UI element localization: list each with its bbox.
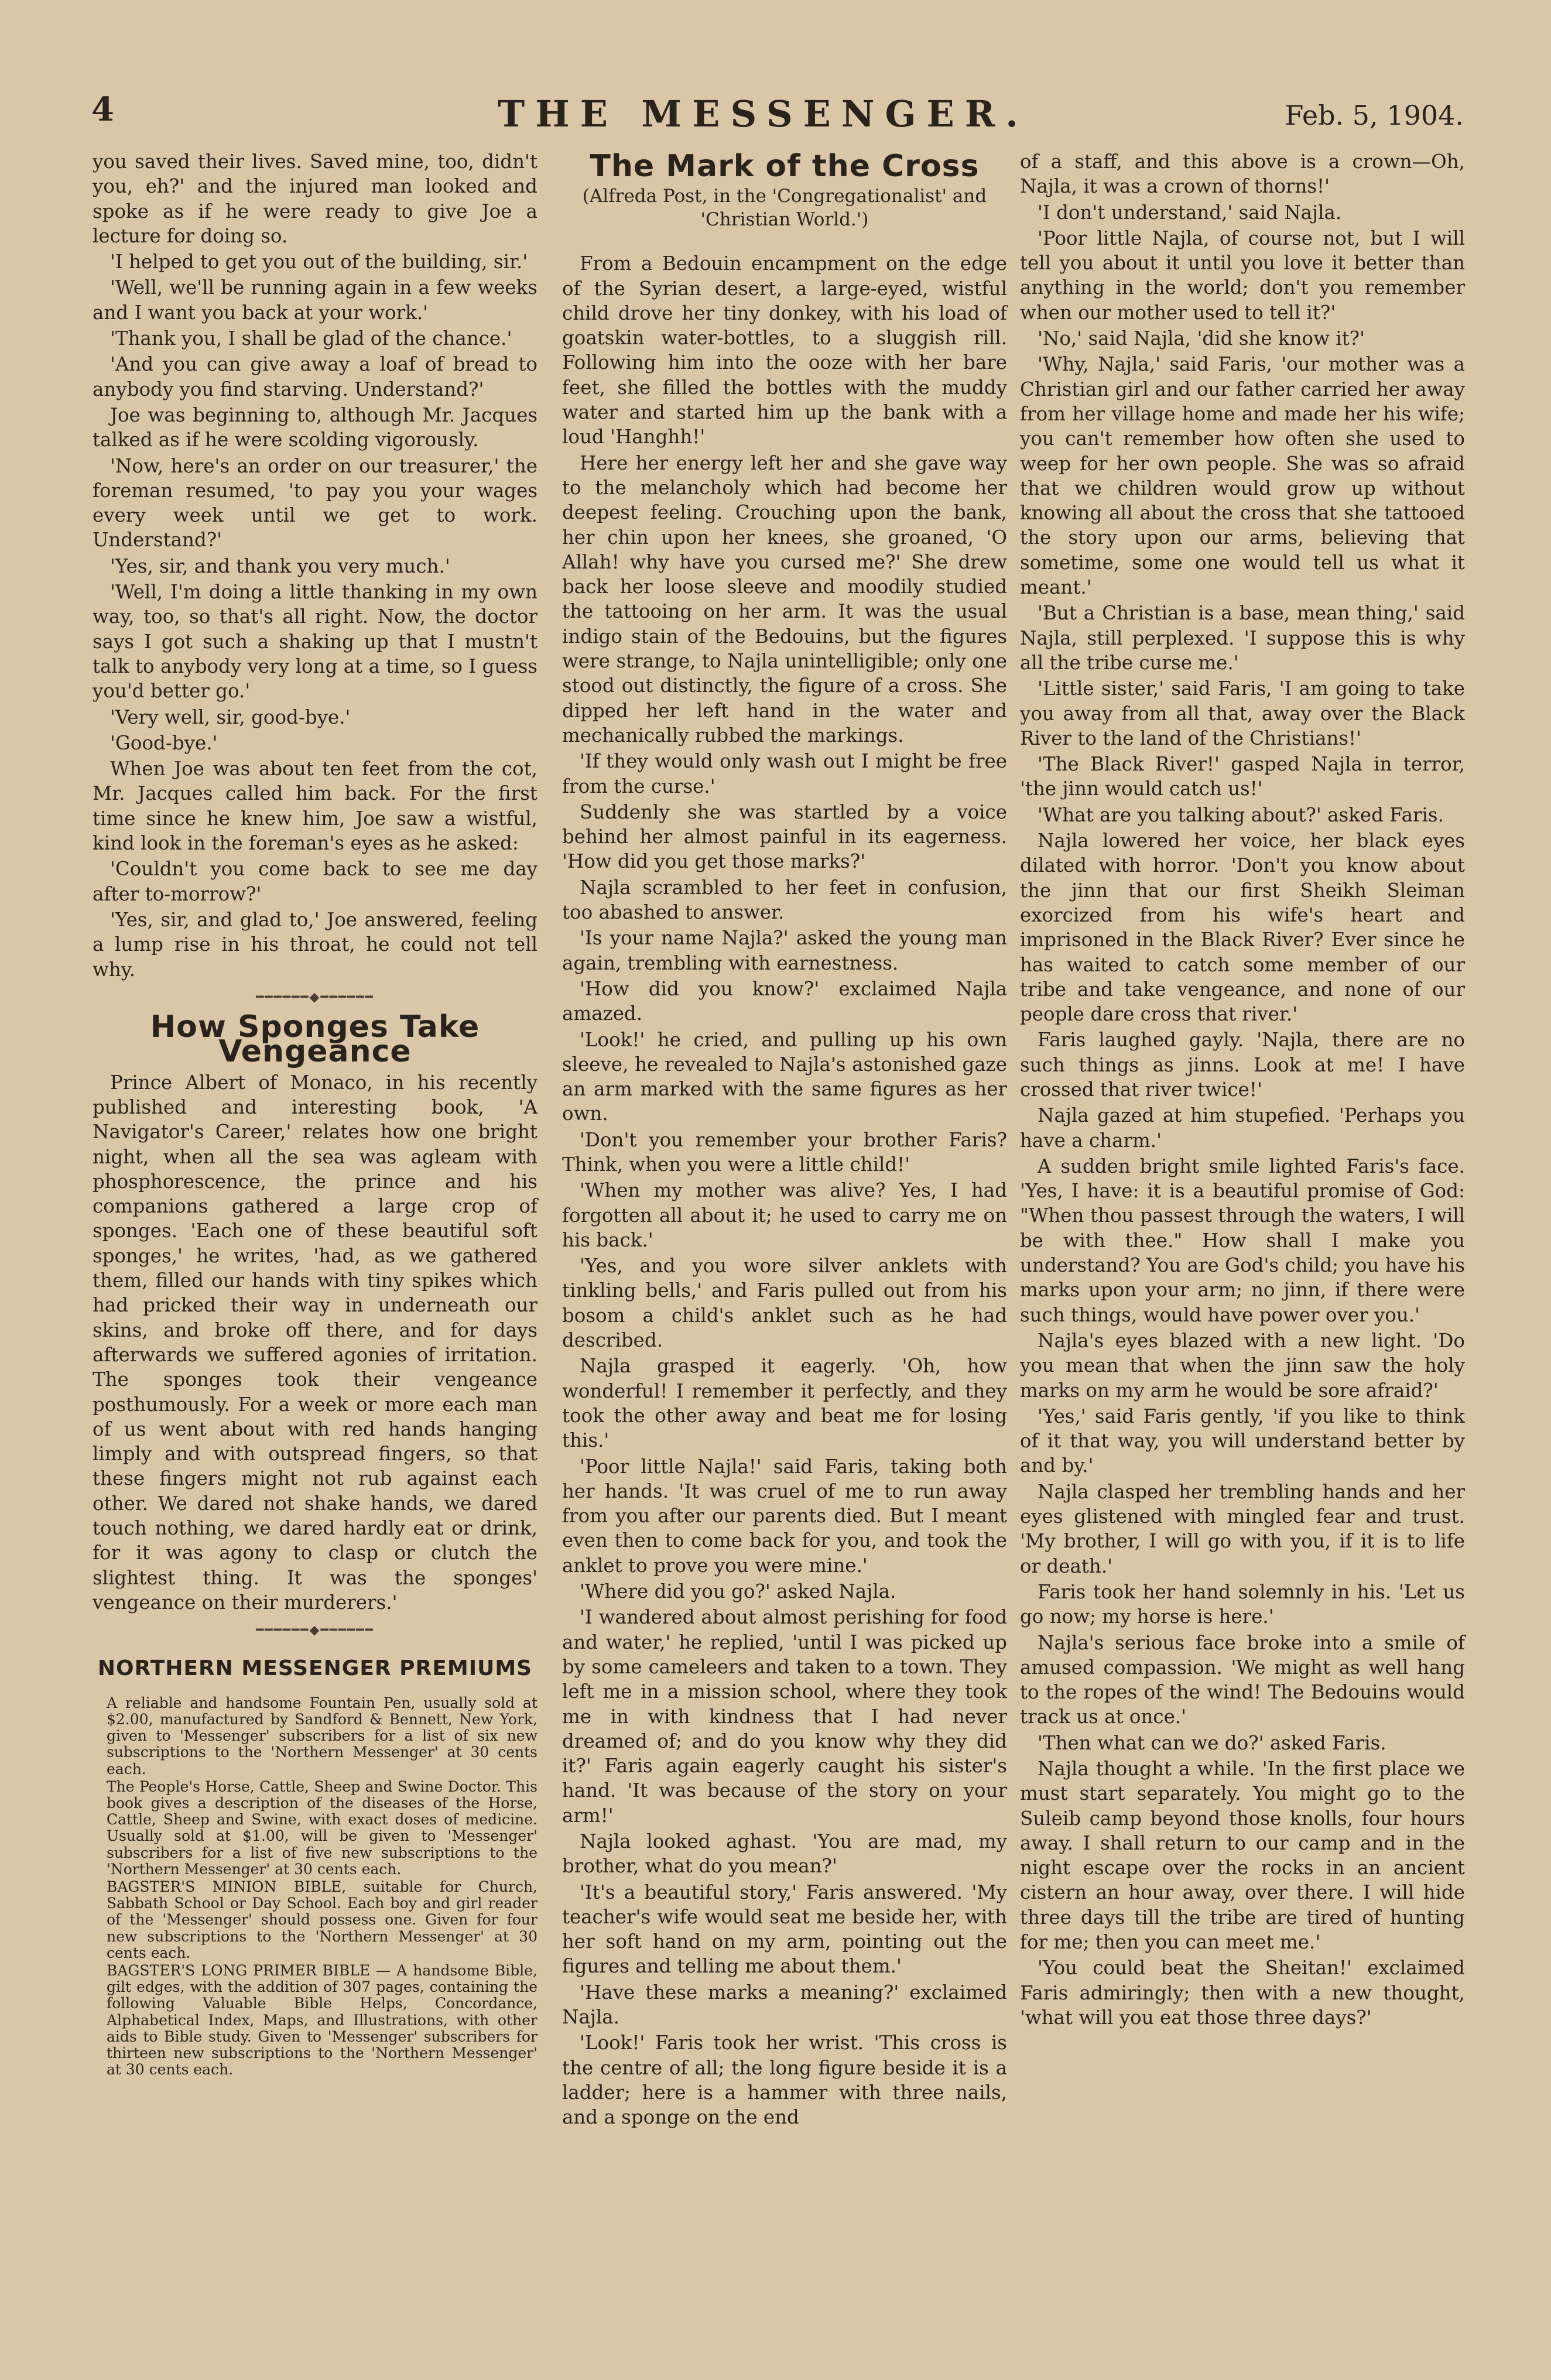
article-title-sponges: How Sponges Take Vengeance <box>150 1009 480 1070</box>
paragraph: Najla gazed at him stupefied. 'Perhaps you have a charm.' <box>1020 1104 1465 1152</box>
paragraph: 'Yes, sir, and thank you very much.' <box>110 554 450 577</box>
paragraph: Najla's eyes blazed with a new light. 'Do you mean that when the jinn saw the holy marks on my arm he would be sore afraid?' <box>1020 1329 1465 1402</box>
paragraph: A sudden bright smile lighted Faris's face. 'Yes, I have: it is a beautiful promise of God: "When thou passest through the waters, I will be with thee." How shall I make you understand? You are God's child; you have his marks upon your arm; no jinn, if there were such things, would have power over you.' <box>1020 1155 1465 1326</box>
paragraph: 'I don't understand,' said Najla. <box>1038 201 1342 224</box>
paragraph: 'Don't you remember your brother Faris? Think, when you were a little child!' <box>562 1128 1007 1176</box>
premium-item: BAGSTER'S LONG PRIMER BIBLE — A handsome Bible, gilt edges, with the addition of 307 pages, containing the following Valuable Bible Helps, Concordance, Alphabetical Index, Maps, and Illustrations, with other aids to Bible study. Given to 'Messenger' subscribers for thirteen new subscriptions to the 'Northern Messenger' at 30 cents each. <box>107 1962 537 2078</box>
paragraph: When Joe was about ten feet from the cot, Mr. Jacques called him back. For the first time since he knew him, Joe saw a wistful, kind look in the foreman's eyes as he asked: <box>93 758 537 855</box>
column-3 <box>1020 149 1465 2031</box>
paragraph: 'Then what can we do?' asked Faris. <box>1038 1731 1386 1754</box>
paragraph: 'It's a beautiful story,' Faris answered. 'My teacher's wife would seat me beside her, with her soft hand on my arm, pointing out the figures and telling me about them.' <box>562 1881 1007 1978</box>
paragraph: 'Very well, sir, good-bye.' <box>110 706 351 728</box>
paragraph: 'Good-bye.' <box>110 731 218 754</box>
paragraph: 'I wandered about almost perishing for food and water,' he replied, 'until I was picked up by some cameleers and taken to a town. They left me in a mission school, where they took me in with kindness that I had never dreamed of; and do you know why they did it?' Faris again eagerly caught his sister's hand. 'It was because of the story on your arm!' <box>562 1606 1007 1827</box>
paragraph: 'How did you know?' exclaimed Najla amazed. <box>562 977 1007 1025</box>
paragraph: 'Look!' he cried, and pulling up his own sleeve, he revealed to Najla's astonished gaze an arm marked with the same figures as her own. <box>562 1028 1007 1125</box>
page-number: 4 <box>91 90 114 129</box>
paragraph: 'Yes, and you wore silver anklets with tinkling bells,' and Faris pulled out from his bosom a child's anklet such as he had described. <box>562 1255 1007 1352</box>
paragraph: Faris took her hand solemnly in his. 'Let us go now; my horse is here.' <box>1020 1580 1465 1628</box>
paragraph: 'What are you talking about?' asked Faris. <box>1038 803 1444 826</box>
paragraph: 'When my mother was alive? Yes, I had forgotten all about it; he used to carry me on his back.' <box>562 1179 1007 1251</box>
column-1 <box>93 149 537 2079</box>
ornament-divider: ━━━━━━◆━━━━━━ <box>256 1623 374 1638</box>
paragraph: 'Poor little Najla!' said Faris, taking both her hands. 'It was cruel of me to run away from you after our parents died. But I meant even then to come back for you, and took the anklet to prove you were mine.' <box>562 1455 1007 1577</box>
ornament-divider: ━━━━━━◆━━━━━━ <box>256 989 374 1005</box>
paragraph: 'Why, Najla,' said Faris, 'our mother was a Christian girl and our father carried her away from her village home and made her his wife; you can't remember how often she used to weep for her own people. She was so afraid that we children would grow up without knowing all about the cross that she tattooed the story upon our arms, believing that sometime, some one would tell us what it meant.' <box>1020 353 1465 599</box>
paragraph: 'I helped to get you out of the building, sir.' <box>110 251 528 273</box>
paragraph: Faris laughed gayly. 'Najla, there are no such things as jinns. Look at me! I have crossed that river twice!' <box>1020 1029 1465 1101</box>
paragraph: From a Bedouin encampment on the edge of the Syrian desert, a large-eyed, wistful child drove her tiny donkey, with his load of goatskin water-bottles, to a sluggish rill. Following him into the ooze with her bare feet, she filled the bottles with the muddy water and started him up the bank with a loud 'Hanghh!' <box>562 252 1007 448</box>
premium-item: The People's Horse, Cattle, Sheep and Swine Doctor. This book gives a description of the diseases of the Horse, Cattle, Sheep and Swine, with exact doses of medicine. Usually sold at $1.00, will be given to 'Messenger' subscribers for a list of five new subscriptions to the 'Northern Messenger' at 30 cents each. <box>107 1778 537 1878</box>
paragraph: you saved their lives. Saved mine, too, didn't you, eh?' and the injured man looked and spoke as if he were ready to give Joe a lecture for doing so. <box>93 150 537 247</box>
premium-item: BAGSTER'S MINION BIBLE, suitable for Church, Sabbath School or Day School. Each boy and girl reader of the 'Messenger' should possess one. Given for four new subscriptions to the 'Northern Messenger' at 30 cents each. <box>107 1878 537 1961</box>
paragraph: 'Couldn't you come back to see me day after to-morrow?' <box>93 858 537 905</box>
paragraph: Joe was beginning to, although Mr. Jacques talked as if he were scolding vigorously. <box>93 403 537 451</box>
column-2 <box>562 149 1007 2131</box>
paragraph: 'The Black River!' gasped Najla in terror, 'the jinn would catch us!' <box>1020 753 1465 800</box>
paragraph: Najla clasped her trembling hands and her eyes glistened with mingled fear and trust. 'My brother, I will go with you, if it is to life or death.' <box>1020 1480 1465 1577</box>
paragraph: Najla thought a while. 'In the first place we must start separately. You might go to the Suleib camp beyond those knolls, four hours away. I shall return to our camp and in the night escape over the rocks in an ancient cistern an hour away, over there. I will hide three days till the tribe are tired of hunting for me; then you can meet me.' <box>1020 1758 1465 1954</box>
paragraph: 'Where did you go?' asked Najla. <box>580 1580 896 1603</box>
premium-item: A reliable and handsome Fountain Pen, usually sold at $2.00, manufactured by Sandford & Bennett, New York, given to 'Messenger' subscribers for a list of six new subscriptions to the 'Northern Messenger' at 30 cents each. <box>107 1694 537 1778</box>
paragraph: 'Yes,' said Faris gently, 'if you like to think of it that way, you will understand better by and by.' <box>1020 1405 1465 1477</box>
article-credit: (Alfreda Post, in the 'Congregationalist' and 'Christian World.') <box>582 186 987 231</box>
paragraph: 'Little sister,' said Faris, 'I am going to take you away from all that, away over the Black River to the land of the Christians!' <box>1020 677 1465 749</box>
paragraph: 'Well, we'll be running again in a few weeks and I want you back at your work.' <box>93 276 537 324</box>
paragraph: Najla grasped it eagerly. 'Oh, how wonderful! I remember it perfectly, and they took the other away and beat me for losing this.' <box>562 1355 1007 1452</box>
paragraph: 'Now, here's an order on our treasurer,' the foreman resumed, 'to pay you your wages every week until we get to work. Understand?' <box>93 454 537 552</box>
paragraph: Here her energy left her and she gave way to the melancholy which had become her deepest feeling. Crouching upon the bank, her chin upon her knees, she groaned, 'O Allah! why have you cursed me?' She drew back her loose sleeve and moodily studied the tattooing on her arm. It was the usual indigo stain of the Bedouins, but the figures were strange, to Najla unintelligible; only one stood out distinctly, the figure of a cross. She dipped her left hand in the water and mechanically rubbed the markings. <box>562 451 1007 746</box>
premiums-title: NORTHERN MESSENGER PREMIUMS <box>97 1656 533 1680</box>
paragraph: 'Have these marks a meaning?' exclaimed Najla. <box>562 1981 1007 2029</box>
paragraph: 'No,' said Najla, 'did she know it?' <box>1038 327 1365 350</box>
paragraph: 'You could beat the Sheitan!' exclaimed Faris admiringly; then with a new thought, 'what will you eat those three days?' <box>1020 1957 1465 2029</box>
masthead <box>88 82 1464 146</box>
paragraph: 'Well, I'm doing a little thanking in my own way, too, so that's all right. Now, the doctor says I got such a shaking up that I mustn't talk to anybody very long at a time, so I guess you'd better go.' <box>93 581 537 703</box>
paragraph: of a staff, and this above is a crown—Oh, Najla, it was a crown of thorns!' <box>1020 150 1465 198</box>
paragraph: 'Yes, sir, and glad to,' Joe answered, feeling a lump rise in his throat, he could not tell why. <box>93 908 537 981</box>
paragraph: Suddenly she was startled by a voice behind her almost painful in its eagerness. 'How did you get those marks?' <box>562 800 1007 873</box>
paragraph: Najla looked aghast. 'You are mad, my brother, what do you mean?' <box>562 1830 1007 1878</box>
article-title-mark-of-cross: The Mark of the Cross <box>590 149 980 184</box>
paragraph: Najla lowered her voice, her black eyes dilated with horror. 'Don't you know about the jinn that our first Sheikh Sleiman exorcized from his wife's heart and imprisoned in the Black River? Ever since he has waited to catch some member of our tribe and take vengeance, and none of our people dare cross that river.' <box>1020 830 1465 1026</box>
paragraph: 'Poor little Najla, of course not, but I will tell you about it until you love it better than anything in the world; don't you remember when our mother used to tell it?' <box>1020 227 1465 324</box>
paragraph: Najla scrambled to her feet in confusion, too abashed to answer. <box>562 876 1007 924</box>
paragraph: Najla's serious face broke into a smile of amused compassion. 'We might as well hang to the ropes of the wind! The Bedouins would track us at once.' <box>1020 1631 1465 1728</box>
newspaper-title: THE MESSENGER. <box>498 93 1029 135</box>
sponges-body: Prince Albert of Monaco, in his recently published and interesting book, 'A Navigator's Career,' relates how one bright night, when all the sea was agleam with phosphorescence, the prince and his companions gathered a large crop of sponges. 'Each one of these beautiful soft sponges,' he writes, 'had, as we gathered them, filled our hands with tiny spikes which had pricked their way in underneath our skins, and broke off there, and for days afterwards we suffered agonies of irritation. The sponges took their vengeance posthumously. For a week or more each man of us went about with red hands hanging limply and with outspread fingers, so that these fingers might not rub against each other. We dared not shake hands, we dared touch nothing, we dared hardly eat or drink, for it was agony to clasp or clutch the slightest thing. It was the sponges' vengeance on their murderers.' <box>93 1071 537 1614</box>
paragraph: 'And you can give away a loaf of bread to anybody you find starving. Understand?' <box>93 353 537 400</box>
premiums-list <box>93 1695 537 2078</box>
paragraph: 'If they would only wash out I might be free from the curse.' <box>562 750 1007 797</box>
paragraph: 'Is your name Najla?' asked the young man again, trembling with earnestness. <box>562 927 1007 974</box>
paragraph: 'Thank you, I shall be glad of the chance.' <box>110 327 512 350</box>
story-continuation <box>93 149 537 982</box>
paragraph: 'Look!' Faris took her wrist. 'This cross is the centre of all; the long figure beside it is a ladder; here is a hammer with three nails, and a sponge on the end <box>562 2032 1007 2129</box>
issue-date: Feb. 5, 1904. <box>1285 100 1464 131</box>
paragraph: 'But a Christian is a base, mean thing,' said Najla, still perplexed. 'I suppose this is why all the tribe curse me.' <box>1020 602 1465 674</box>
